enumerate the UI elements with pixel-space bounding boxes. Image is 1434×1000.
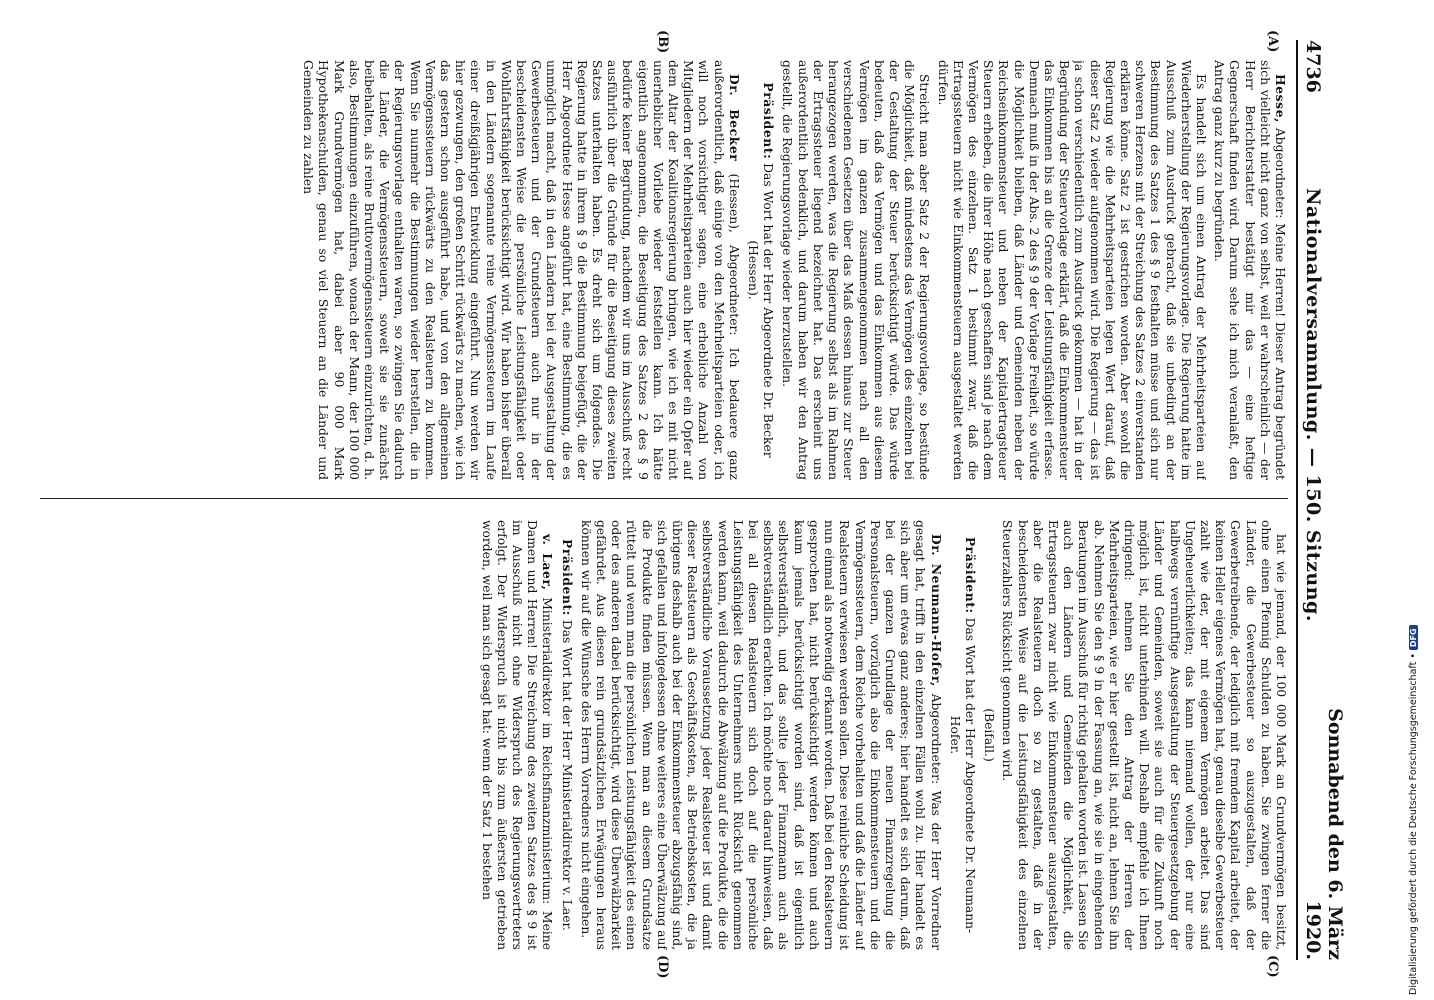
margin-mark-b: (B) — [655, 30, 670, 54]
column-divider — [40, 498, 1288, 499]
paragraph — [1211, 60, 1288, 480]
margin-mark-c: (C) — [1265, 955, 1280, 978]
paragraph — [578, 520, 944, 950]
paragraph-text: (Hessen), Abgeordneter: Ich bedauere ganz außerordentlich, daß einige von den Mehrheitsparteien oder, ich will noch vorsichtiger sagen, eine erhebliche Anzahl von Mitgliedern der Mehrheitsparteien auch hier wieder ein Opfer auf dem Altar der Koalitionsregierung bringen, wie ich es mit nicht unerheblicher Vorliebe wieder feststellen kann. Ich hätte eigentlich angenommen, die Beseitigung des Satzes 2 des § 9 bedürfe keiner Begründung, nachdem wir uns im Ausschuß recht ausführlich über die Gründe für die Beseitigung dieses zweiten Satzes unterhalten haben. Es dreht sich um folgendes. Die Regierung hatte in ihrem § 9 die Bestimmung beigefügt, die der Herr Abgeordnete Hesse angeführt hat, eine Bestimmung, die es unmöglich macht, daß in den Ländern bei der Ausgestaltung der Gewerbesteuern und der Grundsteuern auch nur in der bescheidensten Weise die persönliche Leistungsfähigkeit oder Wohlfahrtsfähigkeit berücksichtigt wird. Wir haben bisher überall in den Ländern sogenannte reine Vermögenssteuern im Laufe einer dreißigjährigen Entwicklung eingeführt. Nun werden wir hier gezwungen, den großen Schritt rückwärts zu machen, wie ich das gestern schon ausgeführt habe, und von den allgemeinen Vermögenssteuern rückwärts zu den Realsteuern zu kommen. Wenn Sie nunmehr die Bestimmungen wieder herstellen, die in der Regierungsvorlage enthalten waren, so zwingen Sie dadurch die Länder, die Vermögenssteuern, soweit sie sie zunächst beibehalten, als reine Bruttovermögenssteuern einzurichten, d. h. also, Bestimmungen einzuführen, wonach der Mann, der 100 000 Mark Grundvermögen hat, dabei aber 90 000 Mark Hypothekenschulden, genau so viel Steuern an die Länder und Gemeinden zu zahlen — [301, 60, 741, 480]
paragraph — [745, 60, 776, 480]
speaker-name: v. Laer, — [540, 534, 556, 591]
paragraph-text: hat wie jemand, der 100 000 Mark an Grundvermögen besitzt, ohne einen Pfennig Schulden zu haben. Sie zwingen ferner die Länder, die Gewerbesteuer so auszugestalten, daß der Gewerbetreibende, der lediglich mit fremdem Kapital arbeitet, der keinen Heller eigenes Vermögen hat, genau dieselbe Gewerbesteuer zahlt wie der, der mit eigenem Vermögen arbeitet. Das sind Ungeheuerlichkeiten; das kann niemand wollen, der nur eine halbwegs vernünftige Ausgestaltung der Steuergesetzgebung der Länder und Gemeinden, soweit sie auch für die Zukunft noch möglich ist, nicht unterbinden will. Deshalb empfehle ich Ihnen dringend: nehmen Sie den Antrag der Herren der Mehrheitsparteien, wie er hier gestellt ist, nicht an, lehnen Sie ihn ab. Nehmen Sie den § 9 in der Fassung an, wie sie in eingehenden Beratungen im Ausschuß für richtig gehalten worden ist. Lassen Sie auch den Ländern und Gemeinden die Möglichkeit, die Ertragssteuern zwar nicht wie Einkommensteuer auszugestalten, aber die Realsteuern doch so zu gestalten, daß in der bescheidensten Weise auf die Leistungsfähigkeit des einzelnen Steuerzahlers Rücksicht genommen wird. — [1000, 520, 1288, 950]
paragraph-text: Das Wort hat der Herr Ministerialdirektor v. Laer. — [559, 619, 574, 931]
digitization-credit — [1408, 595, 1419, 995]
margin-mark-a: (A) — [1265, 30, 1280, 53]
credit-text: Digitalisierung gefördert durch die Deutsche Forschungsgemeinschaft • — [1408, 653, 1419, 995]
paragraph-text: Abgeordneter: Meine Herren! Dieser Antrag begründet sich vielleicht nicht ganz von selbst, weil er wahrscheinlich — der Herr Berichterstatter bestätigt mir das — eine heftige Gegnerschaft finden wird. Darum sehe ich mich veranlaßt, den Antrag ganz kurz zu begründen. — [1212, 60, 1287, 480]
left-text-column — [40, 60, 1288, 480]
paragraph — [779, 60, 931, 480]
paragraph-text: (Beifall.) — [982, 708, 997, 762]
page-header — [1296, 40, 1346, 960]
speaker-name: Dr. Neumann-Hofer, — [928, 534, 944, 687]
paragraph-text: Das Wort hat der Herr Abgeordnete Dr. Becker (Hessen). — [746, 163, 776, 458]
paragraph — [300, 60, 742, 480]
speaker-name: Präsident: — [559, 539, 575, 616]
paragraph-text: Es handelt sich um einen Antrag der Mehrheitsparteien auf Wiederherstellung der Regierungsvorlage. Die Regierung hatte im Ausschuß zum Ausdruck gebracht, daß sie unbedingt an der Bestimmung des Satzes 1 des § 9 festhalten müsse und sich nur schweren Herzens mit der Streichung des Satzes 2 einverstanden erklären könne. Satz 2 ist gestrichen worden. Aber sowohl die Regierung wie die Mehrheitsparteien legen Wert darauf, daß dieser Satz 2 wieder aufgenommen wird. Die Regierung — das ist ja schon verschiedentlich zum Ausdruck gekommen — hat in der Begründung der Steuervorlage erklärt, daß die Einkommensteuer das Einkommen bis an die Grenze der Leistungsfähigkeit erfasse. Demnach muß in der Abs. 2 des § 9 der Vorlage Freiheit, so würde die Möglichkeit bleiben, daß Länder und Gemeinden neben der Reichseinkommensteuer und neben der Kapitalertragsteuer Steuern erheben, die ihrer Höhe nach geschaffen sind je nach dem Vermögen des einzelnen. Satz 1 bestimmt zwar, daß die Ertragssteuern nicht wie Einkommensteuern ausgestaltet werden dürfen. — [935, 60, 1208, 480]
session-date: Sonnabend den 6. März 1920. — [1302, 708, 1346, 960]
paragraph — [999, 520, 1288, 950]
speaker-name: Dr. Becker — [726, 74, 742, 162]
paragraph-text: Abgeordneter: Was der Herr Vorredner gesagt hat, trifft in den einzelnen Fällen wohl zu. Hier handelt es sich aber um etwas ganz anderes; hier handelt es sich darum, daß bei der ganzen Grundlage der neuen Finanzregelung die Personalsteuern, vorzüglich also die Einkommensteuern und die Vermögenssteuern, dem Reiche vorbehalten und daß die Länder auf Realsteuern verwiesen werden sollen. Diese reinliche Scheidung ist nun einmal als notwendig erkannt worden. Daß bei den Realsteuern gesprochen hat, nicht berücksichtigt werden können und auch kaum jemals berücksichtigt worden sind, daß ist eigentlich selbstverständlich, und das sollte jeder Finanzmann auch als selbstverständlich erachten. Ich möchte noch darauf hinweisen, daß bei all diesen Realsteuern sich doch auf die persönliche Leistungsfähigkeit des Unternehmers nicht Rücksicht genommen werden kann, weil dadurch die Abwälzung auf die Produkte, die die selbstverständliche Voraussetzung jeder Realsteuer ist und damit dieser Realsteuern als Geschäftskosten, als Betriebskosten, die ja übrigens deshalb auch bei der Einkommensteuer abzugsfähig sind, sich gefallen und infolgedessen ohne weiteres eine Überwälzung auf die Produkte finden müssen. Wenn man an diesem Grundsatze rüttelt und wenn man die persönlichen Leistungsfähigkeit des einen oder des anderen dabei berücksichtigt, wird diese Überwälzbarkeit gefährdet. Aus diesen rein grundsätzlichen Erwägungen heraus können wir auf die Wünsche des Herrn Vorredners nicht eingehen. — [578, 520, 943, 950]
margin-mark-d: (D) — [655, 955, 670, 979]
paragraph-text: Das Wort hat der Herr Abgeordnete Dr. Neumann-Hofer. — [947, 617, 977, 934]
dfg-logo: DFG — [1409, 625, 1418, 650]
speaker-name: Hesse, — [1273, 74, 1288, 123]
page-number: 4736 — [1302, 40, 1324, 93]
paragraph — [981, 520, 996, 950]
speaker-name: Präsident: — [761, 82, 777, 160]
paragraph-text: Streicht man aber Satz 2 der Regierungsvorlage, so bestünde die Möglichkeit, daß mindestens das Vermögen des einzelnen bei der Gestaltung der Steuer berücksichtigt würde. Das würde bedeuten, daß das Vermögen und das Einkommen aus diesem Vermögen im ganzen zusammengenommen nach all den verschiedenen Gesetzen über das Maß dessen hinaus zur Steuer herangezogen werden, was die Regierung selbst als im Rahmen der Ertragssteuer liegend bezeichnet hat. Das erscheint uns außerordentlich bedenklich, und darum haben wir den Antrag gestellt, die Regierungsvorlage wieder herzustellen. — [780, 60, 932, 480]
right-text-column — [40, 520, 1288, 950]
paragraph — [558, 520, 574, 950]
paragraph — [947, 520, 978, 950]
paragraph-text: Ministerialdirektor im Reichsfinanzministerium: Meine Damen und Herren! Die Streichung des zweiten Satzes des § 9 ist im Ausschuß nicht ohne Widerspruch des Regierungsvertreters erfolgt. Der Widerspruch ist nicht bis zum äußersten getrieben worden, weil man sich gesagt hat: wenn der Satz 1 bestehen — [479, 520, 555, 950]
paragraph — [934, 60, 1208, 480]
speaker-name: Präsident: — [962, 536, 978, 614]
paragraph — [478, 520, 555, 950]
page-title: Nationalversammlung. — 150. Sitzung. — [1302, 188, 1324, 622]
